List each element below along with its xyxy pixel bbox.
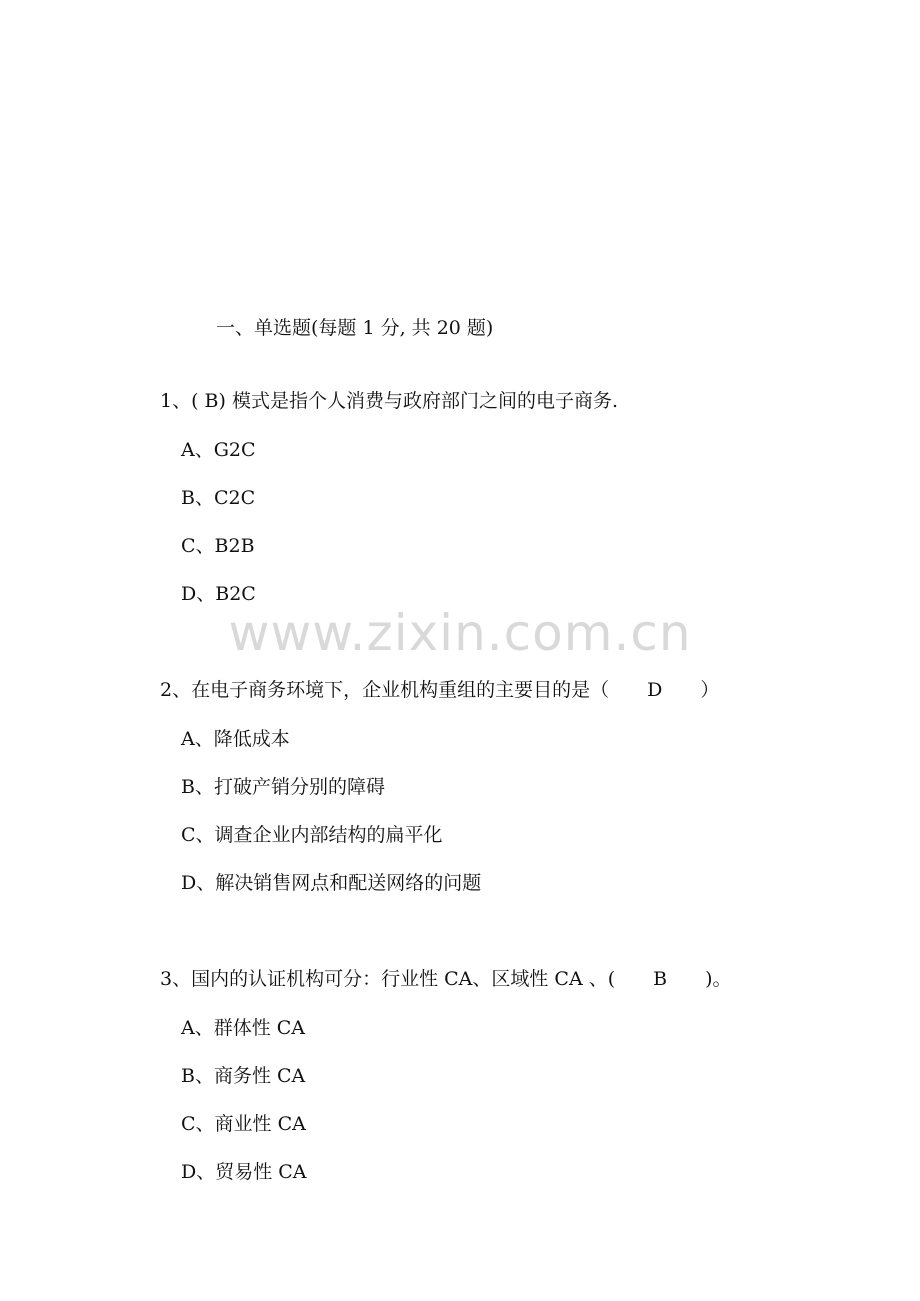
option-a: A、降低成本 xyxy=(181,728,290,750)
option-d: D、B2C xyxy=(181,583,256,605)
section-heading: 一、单选题(每题 1 分, 共 20 题) xyxy=(216,317,494,339)
question-stem: 3、国内的认证机构可分：行业性 CA、区域性 CA 、( B )。 xyxy=(160,968,732,990)
option-d: D、解决销售网点和配送网络的问题 xyxy=(181,872,482,894)
option-d: D、贸易性 CA xyxy=(181,1161,307,1183)
option-b: B、商务性 CA xyxy=(181,1065,306,1087)
option-a: A、G2C xyxy=(181,439,256,461)
option-b: B、打破产销分别的障碍 xyxy=(181,776,385,798)
option-b: B、C2C xyxy=(181,487,256,509)
question-stem: 1、( B) 模式是指个人消费与政府部门之间的电子商务. xyxy=(160,390,618,412)
option-c: C、调查企业内部结构的扁平化 xyxy=(181,824,443,846)
watermark: www.zixin.com.cn xyxy=(228,604,692,662)
option-c: C、商业性 CA xyxy=(181,1113,306,1135)
option-c: C、B2B xyxy=(181,535,255,557)
question-stem: 2、在电子商务环境下，企业机构重组的主要目的是（ D ） xyxy=(160,679,720,701)
option-a: A、群体性 CA xyxy=(181,1017,306,1039)
